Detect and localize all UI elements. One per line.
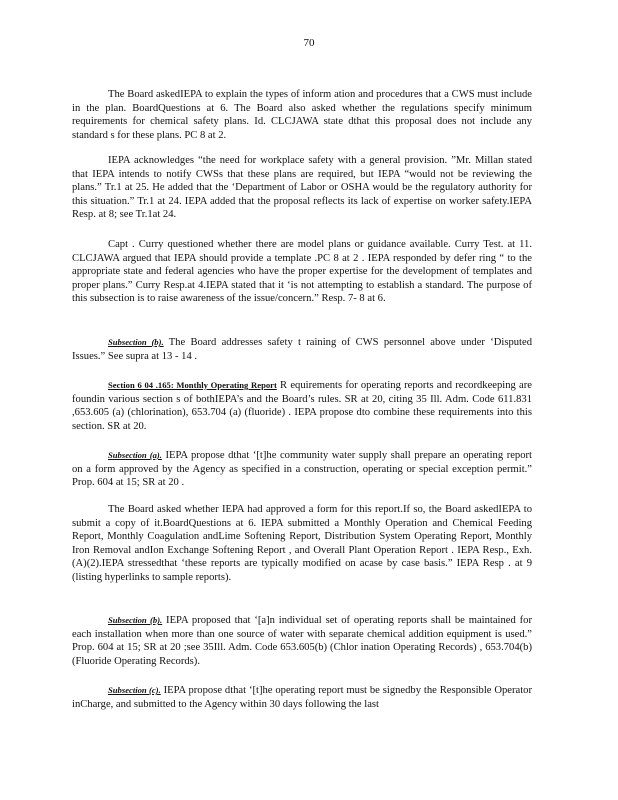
section-heading: Section 6 04 .165: Monthly Operating Report <box>108 380 277 390</box>
paragraph-text: IEPA propose dthat ‘[t]he community water supply shall prepare an operating report on a form approved by the Agency as specified in a construction, operating or special exception permit.” Prop. 604 at 15; SR at 20 . <box>72 450 532 489</box>
paragraph-subsection-b-reports <box>72 614 532 668</box>
paragraph-curry-questioned <box>72 238 532 306</box>
paragraph-text: IEPA proposed that ‘[a]n individual set of operating reports shall be maintained for each installation when more than one source of water with separate chemical addition equipment is used.” Prop. 604 at 15; SR at 20 ;see 35Ill. Adm. Code 653.605(b) (Chlor ination Operating Records) , 653.704(b) (Fluoride Operating Records). <box>72 615 532 667</box>
paragraph-text: IEPA acknowledges “the need for workplace safety with a general provision. ”Mr. Millan stated that IEPA intends to notify CWSs that these plans are required, but IEPA “would not be reviewing the plans.” Tr.1 at 25. He added that the ‘Department of Labor or OSHA would be the regulatory authority for this situation.” Tr.1 at 24. IEPA added that the proposal reflects its lack of expertise on worker safety.IEPA Resp. at 8; see Tr.1at 24. <box>72 155 532 221</box>
page-number: 70 <box>303 37 315 49</box>
paragraph-subsection-a <box>72 449 532 490</box>
paragraph-text: Capt . Curry questioned whether there are model plans or guidance available. Curry Test. at 11. CLCJAWA argued that IEPA should provide a template .PC 8 at 2 . IEPA responded by defer ring “ to the appropriate state and federal agencies who have the proper expertise for the development of templates and proper plans.” Curry Resp.at 4.IEPA stated that it ‘is not attempting to establish a standard. The purpose of this subsection is to raise awareness of the issue/concern.” Resp. 7- 8 at 6. <box>72 239 532 305</box>
paragraph-text: IEPA propose dthat ‘[t]he operating report must be signedby the Responsible Operator inCharge, and submitted to the Agency within 30 days following the last <box>72 685 533 710</box>
subsection-heading: Subsection (b). <box>108 337 164 347</box>
paragraph-cws-plan-questions <box>72 88 532 142</box>
paragraph-text: The Board askedIEPA to explain the types of inform ation and procedures that a CWS must include in the plan. BoardQuestions at 6. The Board also asked whether the regulations specify minimum requirements for chemical safety plans. Id. CLCJAWA state dthat this proposal does not include any standard s for these plans. PC 8 at 2. <box>72 89 532 141</box>
paragraph-board-asked-form <box>72 503 532 585</box>
paragraph-section-604-165 <box>72 379 532 433</box>
paragraph-text: The Board addresses safety t raining of CWS personnel above under ‘Disputed Issues.” See supra at 13 - 14 . <box>72 337 533 362</box>
paragraph-subsection-c <box>72 684 532 711</box>
paragraph-text: The Board asked whether IEPA had approved a form for this report.If so, the Board askedIEPA to submit a copy of it.BoardQuestions at 6. IEPA submitted a Monthly Operation and Chemical Feeding Report, Monthly Coagulation andLime Softening Report, Distribution System Operating Report, Monthly Iron Removal andIon Exchange Softening Report , and Overall Plant Operation Report . IEPA Resp., Exh. (A)(2).IEPA stressedthat ‘these reports are typically modified on acase by case basis.” IEPA Resp . at 9 (listing hyperlinks to sample reports). <box>72 504 532 583</box>
paragraph-subsection-b-safety <box>72 336 532 363</box>
paragraph-iepa-acknowledges <box>72 154 532 222</box>
subsection-heading: Subsection (a). <box>108 450 162 460</box>
subsection-heading: Subsection (b). <box>108 615 163 625</box>
paragraph-text: R equirements for operating reports and recordkeeping are foundin various section s of bothIEPA’s and the Board’s rules. SR at 20, citing 35 Ill. Adm. Code 611.831 ,653.605 (a) (chlorination), 653.704 (a) (fluoride) . IEPA propose dto combine these requirements into this section. SR at 20. <box>72 380 532 432</box>
subsection-heading: Subsection (c). <box>108 685 161 695</box>
